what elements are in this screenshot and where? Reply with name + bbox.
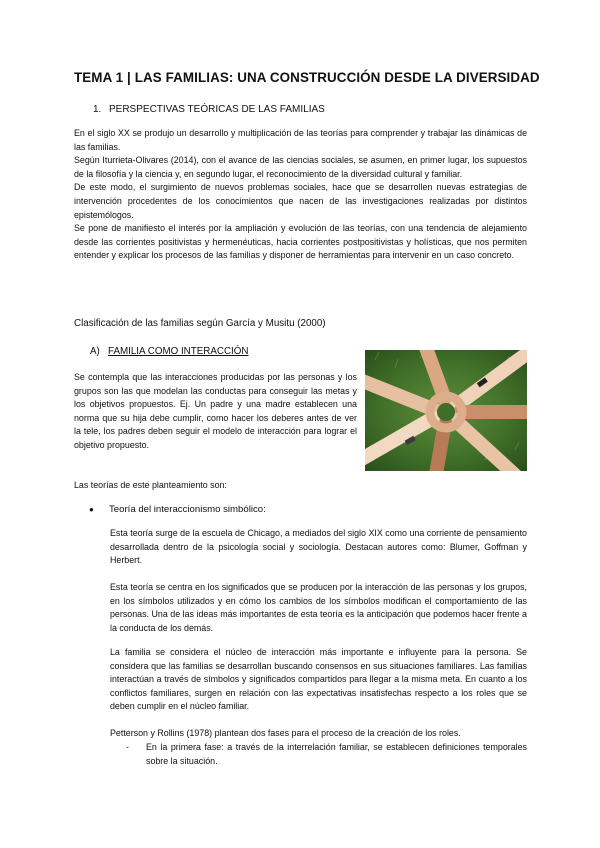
paragraph-origin: Esta teoría surge de la escuela de Chicago, a mediados del siglo XIX como una corriente de pensamiento desarrollada dentro de la psicología social y sociología. Destacan autores como: Blumer, Goffman y Herbert.: [110, 528, 527, 566]
intro-line: Se pone de manifiesto el interés por la ampliación y evolución de las teorías, con una tendencia de alejamiento desde las corrientes positivistas y hermenéuticas, hacia corrientes postpositivistas y holísticas, que nos permiten entender y explicar los procesos de las familias y disponer de herramientas para intervenir en un caso concreto.: [74, 223, 527, 261]
paragraph-focus: Esta teoría se centra en los significados que se producen por la interacción de las personas y los grupos, en los símbolos utilizados y en cómo los cambios de los símbolos modifican el comportamiento de las personas. Una de las ideas más importantes de esta teoría es la anticipación que podemos hacer frente a la conducta de los demás.: [110, 582, 527, 633]
paragraph-family: La familia se considera el núcleo de interacción más importante e influyente para la persona. Se considera que las familias se desarrollan buscando consensos en sus situaciones familiares. Las familias interactúan a través de símbolos y significados compartidos para llegar a la misma meta. En cuanto a los conflictos familiares, surgen en relación con las expectativas insatisfechas respecto a los roles que se deben cumplir en el núcleo familiar.: [110, 647, 527, 712]
hands-circle-illustration: [365, 350, 527, 471]
page-title: TEMA 1 | LAS FAMILIAS: UNA CONSTRUCCIÓN DESDE LA DIVERSIDAD: [74, 70, 540, 85]
dash-text: En la primera fase: a través de la interrelación familiar, se establecen definiciones temporales sobre la situación.: [146, 742, 527, 766]
bullet-item: [89, 504, 266, 515]
section-a-label: FAMILIA COMO INTERACCIÓN: [108, 346, 249, 357]
theories-intro: Las teorías de este planteamiento son:: [74, 480, 227, 490]
paragraph-roles: Petterson y Rollins (1978) plantean dos fases para el proceso de la creación de los roles.: [110, 728, 461, 738]
hands-circle-photo: [365, 350, 527, 471]
section-label: PERSPECTIVAS TEÓRICAS DE LAS FAMILIAS: [109, 104, 325, 115]
intro-line: En el siglo XX se produjo un desarrollo y multiplicación de las teorías para comprender y trabajar las dinámicas de las familias.: [74, 128, 527, 152]
intro-paragraph: [74, 127, 527, 263]
section-letter: A): [90, 346, 100, 357]
classification-heading: Clasificación de las familias según García y Musitu (2000): [74, 318, 326, 329]
dash-mark: -: [126, 742, 129, 752]
section-number: 1.: [93, 104, 102, 115]
section-heading-a: [90, 346, 248, 357]
intro-line: Según Iturrieta-Olivares (2014), con el avance de las ciencias sociales, se asumen, en primer lugar, los supuestos de la filosofía y la ciencia y, en segundo lugar, el reconocimiento de la diversidad cultural y familiar.: [74, 155, 527, 179]
bullet-label: Teoría del interaccionismo simbólico:: [109, 504, 266, 515]
intro-line: De este modo, el surgimiento de nuevos problemas sociales, hace que se desarrollen nuevas estrategias de intervención procedentes de los conocimientos que nacen de las investigaciones realizadas por distintos epistemólogos.: [74, 182, 527, 220]
section-a-paragraph: Se contempla que las interacciones producidas por las personas y los grupos son las que modelan las conductas para conseguir las metas y los objetivos propuestos. Ej. Un padre y una madre establecen una norma que su hija debe cumplir, como hacer los deberes antes de ver la tele, los padres deben seguir el modelo de interacción para lograr el objetivo propuesto.: [74, 372, 357, 450]
bullet-dot: ●: [89, 505, 94, 514]
section-heading-1: [93, 104, 325, 115]
